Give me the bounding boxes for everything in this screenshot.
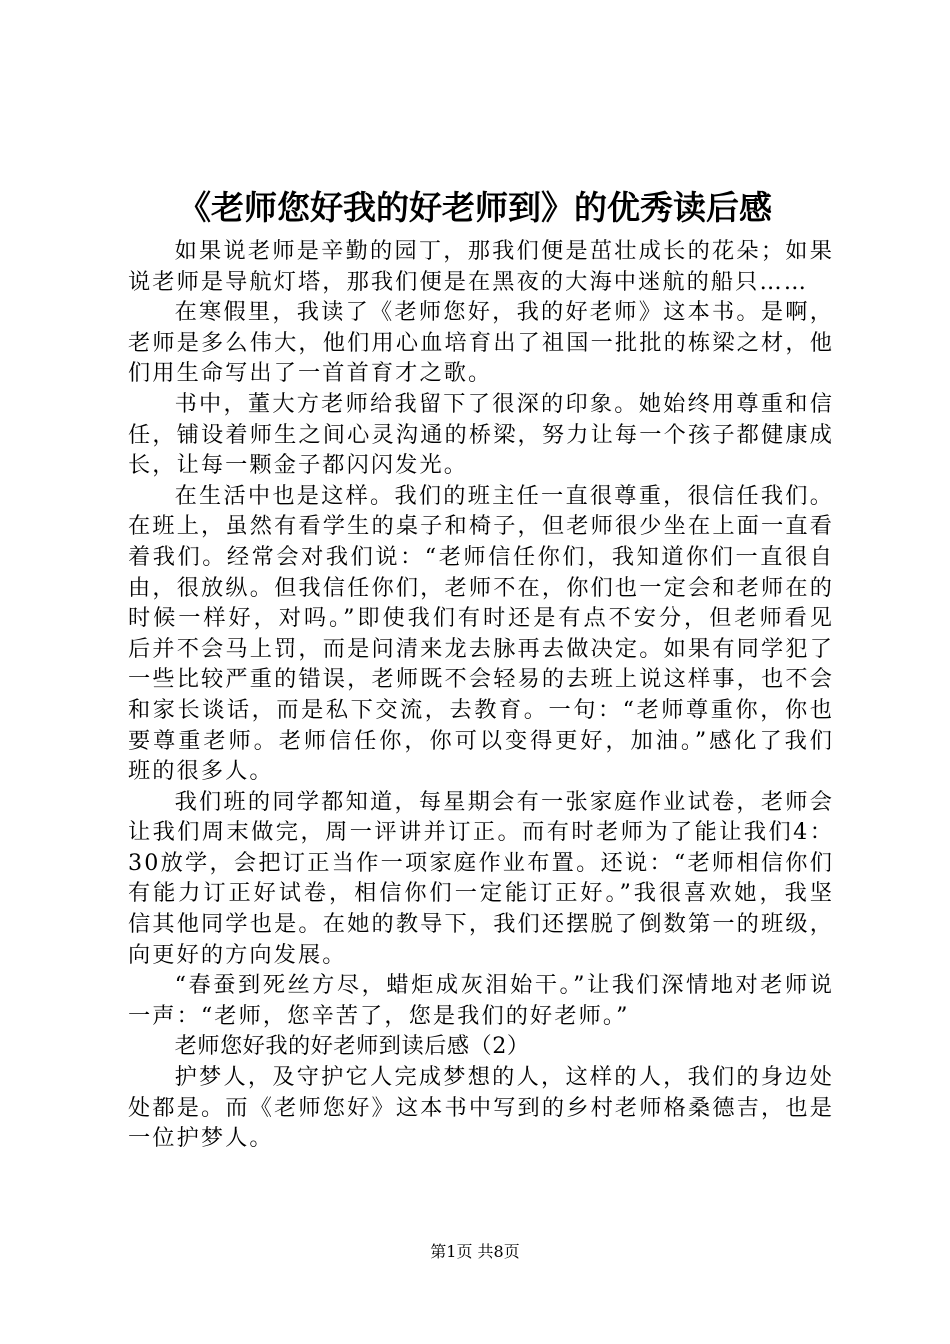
document-body xyxy=(128,236,834,1154)
paragraph: 书中，董大方老师给我留下了很深的印象。她始终用尊重和信任，铺设着师生之间心灵沟通的桥梁，努力让每一个孩子都健康成长，让每一颗金子都闪闪发光。 xyxy=(128,390,834,479)
paragraph: 如果说老师是辛勤的园丁，那我们便是茁壮成长的花朵；如果说老师是导航灯塔，那我们便是在黑夜的大海中迷航的船只…… xyxy=(128,238,834,295)
paragraph: “春蚕到死丝方尽，蜡炬成灰泪始干。”让我们深情地对老师说一声：“老师，您辛苦了，您是我们的好老师。” xyxy=(128,972,834,1029)
page-footer: 第1页 共8页 xyxy=(430,1242,520,1261)
paragraph: 在寒假里，我读了《老师您好，我的好老师》这本书。是啊，老师是多么伟大，他们用心血培育出了祖国一批批的栋梁之材，他们用生命写出了一首首育才之歌。 xyxy=(128,299,834,387)
paragraph: 在生活中也是这样。我们的班主任一直很尊重，很信任我们。在班上，虽然有看学生的桌子和椅子，但老师很少坐在上面一直看着我们。经常会对我们说：“老师信任你们，我知道你们一直很自由，很放纵。但我信任你们，老师不在，你们也一定会和老师在的时候一样好，对吗。”即使我们有时还是有点不安分，但老师看见后并不会马上罚，而是问清来龙去脉再去做决定。如果有同学犯了一些比较严重的错误，老师既不会轻易的去班上说这样事，也不会和家长谈话，而是私下交流，去教育。一句：“老师尊重你，你也要尊重老师。老师信任你，你可以变得更好，加油。”感化了我们班的很多人。 xyxy=(128,482,834,785)
document-title: 《老师您好我的好老师到》的优秀读后感 xyxy=(178,188,772,227)
paragraph: 我们班的同学都知道，每星期会有一张家庭作业试卷，老师会让我们周末做完，周一评讲并订正。而有时老师为了能让我们4：30放学，会把订正当作一项家庭作业布置。还说：“老师相信你们有能力订正好试卷，相信你们一定能订正好。”我很喜欢她，我坚信其他同学也是。在她的教导下，我们还摆脱了倒数第一的班级，向更好的方向发展。 xyxy=(128,788,834,968)
section-heading: 老师您好我的好老师到读后感（2） xyxy=(174,1033,530,1060)
paragraph: 护梦人，及守护它人完成梦想的人，这样的人，我们的身边处处都是。而《老师您好》这本书中写到的乡村老师格桑德吉，也是一位护梦人。 xyxy=(128,1064,834,1152)
